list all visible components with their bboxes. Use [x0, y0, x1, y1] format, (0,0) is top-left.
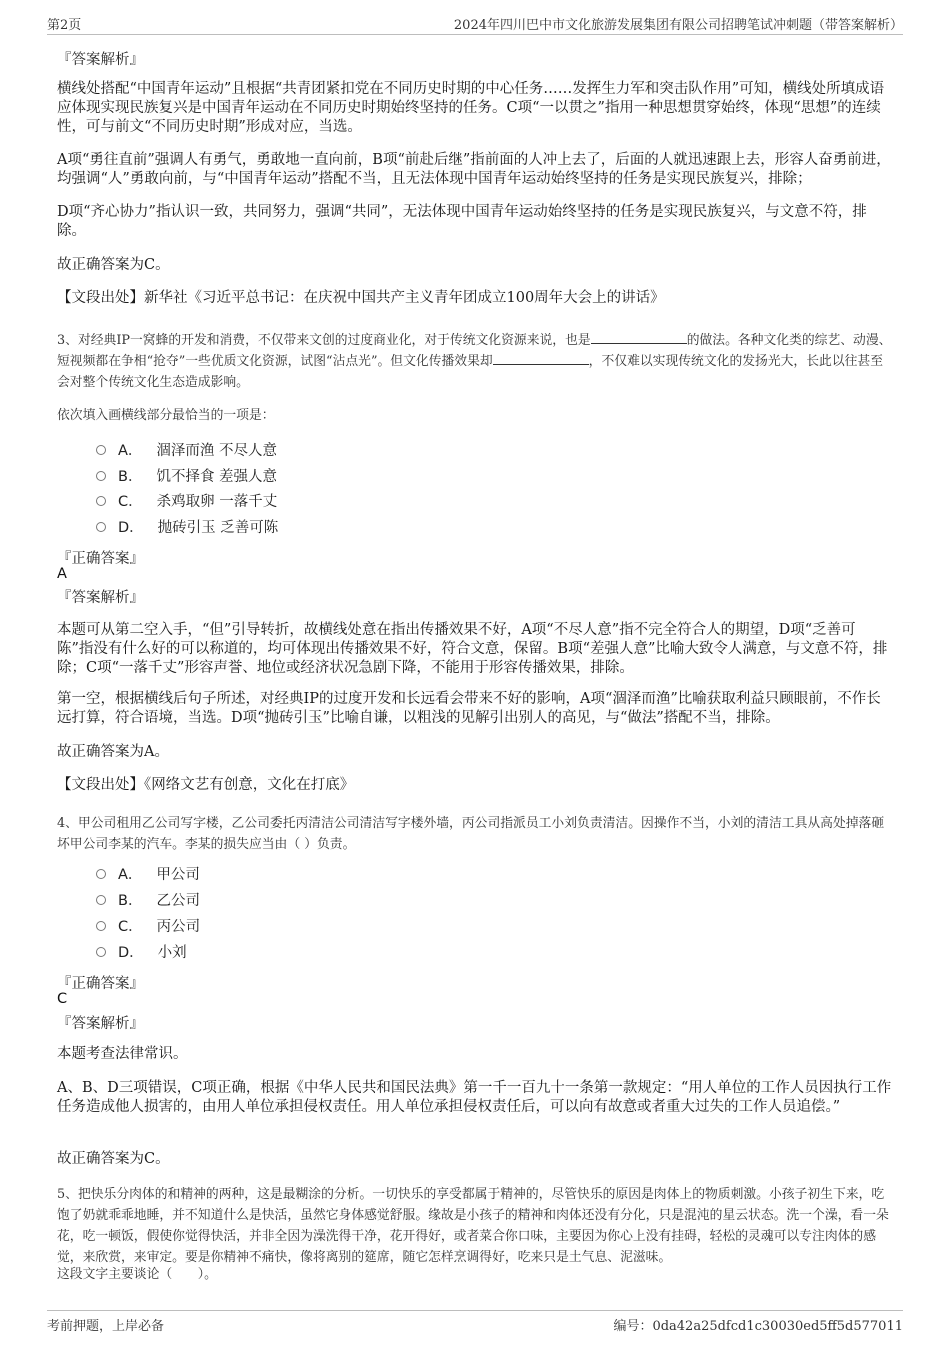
radio-icon[interactable] — [96, 895, 106, 905]
q2-answer-line: 故正确答案为C。 — [57, 257, 170, 273]
option-text: 抛砖引玉 乏善可陈 — [157, 520, 279, 536]
option-letter: B． — [118, 893, 143, 909]
option-text: 小刘 — [157, 945, 187, 961]
option-letter: C． — [118, 919, 143, 935]
radio-icon[interactable] — [96, 921, 106, 931]
option-text: 乙公司 — [156, 893, 200, 909]
q3-option-c[interactable] — [96, 491, 277, 513]
q5-stem: 5、把快乐分肉体的和精神的两种，这是最糊涂的分析。一切快乐的享受都属于精神的，尽管快乐的原因是肉体上的物质刺激。小孩子初生下来，吃饱了奶就乖乖地睡，并不知道什么是快活，虽然它身体感觉舒服。缘故是小孩子的精神和肉体还没有分化，只是混沌的星云状态。洗一个澡，看一朵花，吃一顿饭，假使你觉得快活，并非全因为澡洗得干净，花开得好，或者菜合你口味，主要因为你心上没有挂碍，轻松的灵魂可以专注肉体的感觉，来欣赏，来审定。要是你精神不痛快，像将离别的筵席，随它怎样烹调得好，吃来只是土气息、泥滋味。 — [57, 1187, 889, 1265]
q3-prompt: 依次填入画横线部分最恰当的一项是： — [57, 408, 275, 423]
q3-blank-1 — [591, 331, 687, 344]
option-letter: D． — [118, 520, 144, 536]
document-id: 编号：0da42a25dfcd1c30030ed5ff5d577011 — [613, 1319, 903, 1334]
q2-analysis-p1: 横线处搭配“中国青年运动”且根据“共青团紧扣党在不同历史时期的中心任务……发挥生力军和突击队作用”可知，横线处所填成语应体现实现民族复兴是中国青年运动在不同历史时期始终坚持的任务。C项“一以贯之”指用一种思想贯穿始终，体现“思想”的连续性，可与前文“不同历史时期”形成对应，当选。 — [57, 81, 885, 135]
option-letter: A． — [118, 867, 143, 883]
q3-stem-part-c: ，不仅难以实现传统文化的发扬光大，长此以往甚至会对整个传统文化生态造成影响。 — [57, 354, 883, 390]
q4-option-b[interactable] — [96, 890, 200, 912]
q3-option-d[interactable] — [96, 517, 278, 539]
option-letter: B． — [118, 469, 143, 485]
q3-source: 【文段出处】《网络文艺有创意，文化在打底》 — [57, 777, 355, 793]
option-text: 杀鸡取卵 一落千丈 — [156, 494, 278, 510]
q3-analysis-p1: 本题可从第二空入手，“但”引导转折，故横线处意在指出传播效果不好，A项“不尽人意”指不完全符合人的期望，D项“乏善可陈”指没有什么好的可以称道的，均可体现出传播效果不好，符合文意，保留。B项“差强人意”比喻大致令人满意，与文意不符，排除；C项“一落千丈”形容声誉、地位或经济状况急剧下降，不能用于形容传播效果，排除。 — [57, 622, 888, 676]
q3-analysis-p2: 第一空，根据横线后句子所述，对经典IP的过度开发和长远看会带来不好的影响，A项“涸泽而渔”比喻获取利益只顾眼前，不作长远打算，符合语境，当选。D项“抛砖引玉”比喻自谦，以粗浅的见解引出别人的高见，与“做法”搭配不当，排除。 — [57, 691, 881, 726]
q2-source: 【文段出处】新华社《习近平总书记：在庆祝中国共产主义青年团成立100周年大会上的讲话》 — [57, 290, 665, 306]
page-number: 第2页 — [47, 18, 82, 33]
q3-option-b[interactable] — [96, 466, 277, 488]
page-header — [47, 14, 903, 35]
option-text: 丙公司 — [156, 919, 201, 935]
q4-answer-line: 故正确答案为C。 — [57, 1151, 170, 1167]
q4-option-a[interactable] — [96, 864, 200, 886]
radio-icon[interactable] — [96, 869, 106, 879]
option-text: 饥不择食 差强人意 — [156, 469, 278, 485]
option-text: 涸泽而渔 不尽人意 — [156, 443, 278, 459]
q3-stem — [57, 330, 892, 393]
q5-prompt: 这段文字主要谈论（ ）。 — [57, 1267, 217, 1282]
q3-stem-part-b: 的做法。各种文化类的综艺、动漫、短视频都在争相“抢夺”一些优质文化资源，试图“沾点光”。但文化传播效果却 — [57, 333, 892, 369]
radio-icon[interactable] — [96, 471, 106, 481]
q4-option-d[interactable] — [96, 942, 187, 964]
footer-slogan: 考前押题，上岸必备 — [47, 1319, 165, 1334]
option-letter: A． — [118, 443, 143, 459]
radio-icon[interactable] — [96, 947, 106, 957]
option-letter: D． — [118, 945, 144, 961]
q4-correct-answer: C — [57, 991, 68, 1007]
q2-analysis-tag: 『答案解析』 — [57, 52, 144, 68]
q3-correct-tag: 『正确答案』 — [57, 551, 144, 567]
q3-correct-answer: A — [57, 566, 67, 582]
radio-icon[interactable] — [96, 496, 106, 506]
q3-option-a[interactable] — [96, 440, 277, 462]
q2-analysis-p3: D项“齐心协力”指认识一致，共同努力，强调“共同”，无法体现中国青年运动始终坚持的任务是实现民族复兴，与文意不符，排除。 — [57, 204, 867, 239]
q3-stem-part-a: 3、对经典IP一窝蜂的开发和消费，不仅带来文创的过度商业化，对于传统文化资源来说，也是 — [57, 333, 591, 348]
radio-icon[interactable] — [96, 445, 106, 455]
q3-analysis-tag: 『答案解析』 — [57, 590, 144, 606]
radio-icon[interactable] — [96, 522, 106, 532]
q4-stem: 4、甲公司租用乙公司写字楼，乙公司委托丙清洁公司清洁写字楼外墙，丙公司指派员工小刘负责清洁。因操作不当，小刘的清洁工具从高处掉落砸坏甲公司李某的汽车。李某的损失应当由（ ）负责。 — [57, 816, 885, 852]
q4-option-c[interactable] — [96, 916, 200, 938]
q4-analysis-tag: 『答案解析』 — [57, 1016, 144, 1032]
q4-correct-tag: 『正确答案』 — [57, 976, 144, 992]
q3-blank-2 — [493, 352, 589, 365]
option-letter: C． — [118, 494, 143, 510]
q4-analysis-p1: 本题考查法律常识。 — [57, 1046, 188, 1062]
option-text: 甲公司 — [156, 867, 200, 883]
q4-analysis-p2: A、B、D三项错误，C项正确，根据《中华人民共和国民法典》第一千一百九十一条第一款规定：“用人单位的工作人员因执行工作任务造成他人损害的，由用人单位承担侵权责任。用人单位承担侵权责任后，可以向有故意或者重大过失的工作人员追偿。” — [57, 1080, 892, 1115]
q3-answer-line: 故正确答案为A。 — [57, 744, 169, 760]
document-title: 2024年四川巴中市文化旅游发展集团有限公司招聘笔试冲刺题（带答案解析） — [453, 18, 903, 33]
q2-analysis-p2: A项“勇往直前”强调人有勇气，勇敢地一直向前，B项“前赴后继”指前面的人冲上去了，后面的人就迅速跟上去，形容人奋勇前进，均强调“人”勇敢向前，与“中国青年运动”搭配不当，且无法体现中国青年运动始终坚持的任务是实现民族复兴，排除； — [57, 152, 891, 187]
page-footer — [47, 1310, 903, 1336]
